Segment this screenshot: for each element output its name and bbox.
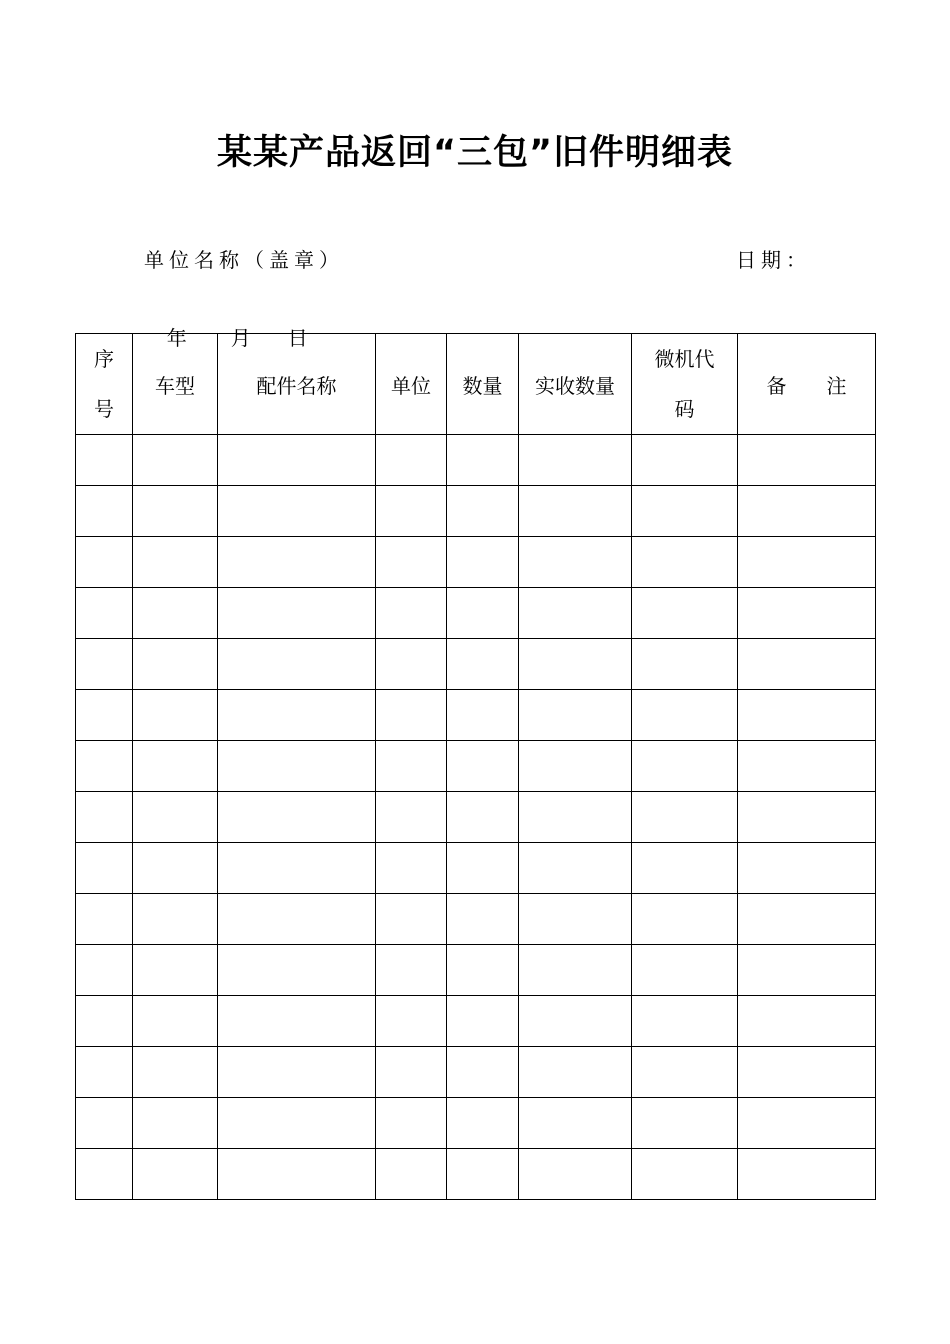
cell-part-name[interactable] (218, 843, 376, 894)
header-seq-line1: 序 (94, 347, 114, 371)
date-label: 日期： (736, 248, 811, 272)
cell-quantity[interactable] (447, 639, 519, 690)
header-remarks (738, 334, 876, 435)
cell-quantity[interactable] (447, 486, 519, 537)
cell-quantity[interactable] (447, 843, 519, 894)
cell-part-name[interactable] (218, 1098, 376, 1149)
cell-received-quantity[interactable] (519, 894, 632, 945)
cell-model[interactable] (133, 843, 218, 894)
cell-model[interactable] (133, 945, 218, 996)
cell-received-quantity[interactable] (519, 945, 632, 996)
header-remarks-label: 备 注 (766, 373, 847, 398)
unit-name-label: 单位名称（盖章） (144, 248, 344, 272)
header-quantity-label: 数量 (462, 373, 503, 398)
header-quantity (447, 334, 519, 435)
cell-received-quantity[interactable] (519, 996, 632, 1047)
date-year-label: 年 (166, 326, 192, 350)
cell-model[interactable] (133, 435, 218, 486)
cell-received-quantity[interactable] (519, 639, 632, 690)
cell-part-name[interactable] (218, 741, 376, 792)
header-model-label: 车型 (155, 373, 195, 398)
document-title: 某某产品返回“三包”旧件明细表 (216, 133, 733, 173)
table-row (76, 435, 876, 486)
cell-part-name[interactable] (218, 639, 376, 690)
cell-unit[interactable] (376, 1047, 447, 1098)
cell-remarks[interactable] (738, 588, 876, 639)
cell-seq[interactable] (76, 690, 133, 741)
cell-quantity[interactable] (447, 1149, 519, 1200)
cell-received-quantity[interactable] (519, 843, 632, 894)
table-row (76, 741, 876, 792)
cell-seq[interactable] (76, 1098, 133, 1149)
cell-quantity[interactable] (447, 537, 519, 588)
cell-unit[interactable] (376, 945, 447, 996)
cell-part-name[interactable] (218, 1149, 376, 1200)
cell-quantity[interactable] (447, 1047, 519, 1098)
cell-model[interactable] (133, 996, 218, 1047)
cell-microcomputer-code[interactable] (632, 537, 738, 588)
cell-quantity[interactable] (447, 741, 519, 792)
cell-quantity[interactable] (447, 690, 519, 741)
cell-received-quantity[interactable] (519, 792, 632, 843)
header-received-quantity (519, 334, 632, 435)
cell-remarks[interactable] (738, 639, 876, 690)
cell-part-name[interactable] (218, 435, 376, 486)
cell-microcomputer-code[interactable] (632, 894, 738, 945)
cell-unit[interactable] (376, 435, 447, 486)
cell-seq[interactable] (76, 894, 133, 945)
cell-microcomputer-code[interactable] (632, 741, 738, 792)
cell-model[interactable] (133, 741, 218, 792)
cell-seq[interactable] (76, 588, 133, 639)
cell-unit[interactable] (376, 486, 447, 537)
cell-microcomputer-code[interactable] (632, 945, 738, 996)
cell-received-quantity[interactable] (519, 741, 632, 792)
cell-remarks[interactable] (738, 792, 876, 843)
table-row (76, 792, 876, 843)
header-unit (376, 334, 447, 435)
cell-part-name[interactable] (218, 894, 376, 945)
cell-received-quantity[interactable] (519, 537, 632, 588)
cell-seq[interactable] (76, 537, 133, 588)
cell-unit[interactable] (376, 741, 447, 792)
cell-model[interactable] (133, 792, 218, 843)
cell-quantity[interactable] (447, 996, 519, 1047)
table-row (76, 945, 876, 996)
cell-quantity[interactable] (447, 792, 519, 843)
cell-seq[interactable] (76, 843, 133, 894)
table-row (76, 537, 876, 588)
cell-microcomputer-code[interactable] (632, 588, 738, 639)
cell-remarks[interactable] (738, 741, 876, 792)
cell-seq[interactable] (76, 1149, 133, 1200)
cell-microcomputer-code[interactable] (632, 843, 738, 894)
cell-model[interactable] (133, 1047, 218, 1098)
table-body (76, 435, 876, 1200)
cell-microcomputer-code[interactable] (632, 1098, 738, 1149)
table-row (76, 639, 876, 690)
date-month-label: 月 (230, 326, 256, 350)
cell-quantity[interactable] (447, 588, 519, 639)
cell-part-name[interactable] (218, 792, 376, 843)
cell-remarks[interactable] (738, 690, 876, 741)
cell-seq[interactable] (76, 996, 133, 1047)
header-part-name (218, 334, 376, 435)
cell-seq[interactable] (76, 792, 133, 843)
cell-model[interactable] (133, 894, 218, 945)
cell-model[interactable] (133, 537, 218, 588)
table-row (76, 1149, 876, 1200)
cell-microcomputer-code[interactable] (632, 996, 738, 1047)
header-seq (76, 334, 133, 435)
header-received-quantity-label: 实收数量 (535, 373, 615, 398)
cell-remarks[interactable] (738, 945, 876, 996)
cell-microcomputer-code[interactable] (632, 1047, 738, 1098)
cell-part-name[interactable] (218, 690, 376, 741)
cell-part-name[interactable] (218, 537, 376, 588)
table-header-row (76, 334, 876, 435)
cell-remarks[interactable] (738, 1149, 876, 1200)
cell-unit[interactable] (376, 639, 447, 690)
table-row (76, 486, 876, 537)
cell-remarks[interactable] (738, 537, 876, 588)
cell-quantity[interactable] (447, 435, 519, 486)
cell-model[interactable] (133, 690, 218, 741)
cell-model[interactable] (133, 1098, 218, 1149)
cell-microcomputer-code[interactable] (632, 792, 738, 843)
date-day-label: 日 (287, 326, 313, 350)
header-microcomputer-code-line1: 微机代 (654, 347, 715, 371)
cell-microcomputer-code[interactable] (632, 486, 738, 537)
header-seq-line2: 号 (94, 397, 114, 421)
cell-part-name[interactable] (218, 588, 376, 639)
cell-model[interactable] (133, 1149, 218, 1200)
cell-remarks[interactable] (738, 1047, 876, 1098)
cell-received-quantity[interactable] (519, 690, 632, 741)
table-row (76, 1047, 876, 1098)
cell-remarks[interactable] (738, 843, 876, 894)
cell-model[interactable] (133, 639, 218, 690)
table-row (76, 588, 876, 639)
cell-microcomputer-code[interactable] (632, 435, 738, 486)
cell-unit[interactable] (376, 843, 447, 894)
cell-unit[interactable] (376, 1098, 447, 1149)
header-part-name-label: 配件名称 (256, 373, 337, 398)
parts-detail-table (75, 333, 876, 1200)
cell-seq[interactable] (76, 639, 133, 690)
header-model (133, 334, 218, 435)
cell-remarks[interactable] (738, 486, 876, 537)
table-row (76, 1098, 876, 1149)
cell-model[interactable] (133, 588, 218, 639)
header-microcomputer-code (632, 334, 738, 435)
header-microcomputer-code-line2: 码 (674, 397, 695, 421)
cell-seq[interactable] (76, 945, 133, 996)
cell-received-quantity[interactable] (519, 435, 632, 486)
cell-microcomputer-code[interactable] (632, 1149, 738, 1200)
cell-part-name[interactable] (218, 1047, 376, 1098)
cell-part-name[interactable] (218, 486, 376, 537)
cell-remarks[interactable] (738, 1098, 876, 1149)
table-row (76, 894, 876, 945)
cell-model[interactable] (133, 486, 218, 537)
cell-unit[interactable] (376, 588, 447, 639)
cell-quantity[interactable] (447, 1098, 519, 1149)
cell-unit[interactable] (376, 537, 447, 588)
table-row (76, 996, 876, 1047)
cell-seq[interactable] (76, 435, 133, 486)
cell-unit[interactable] (376, 1149, 447, 1200)
cell-seq[interactable] (76, 741, 133, 792)
cell-remarks[interactable] (738, 996, 876, 1047)
cell-part-name[interactable] (218, 996, 376, 1047)
cell-unit[interactable] (376, 690, 447, 741)
cell-part-name[interactable] (218, 945, 376, 996)
cell-unit[interactable] (376, 894, 447, 945)
cell-quantity[interactable] (447, 945, 519, 996)
cell-quantity[interactable] (447, 894, 519, 945)
cell-received-quantity[interactable] (519, 1149, 632, 1200)
cell-seq[interactable] (76, 1047, 133, 1098)
cell-received-quantity[interactable] (519, 1047, 632, 1098)
cell-unit[interactable] (376, 792, 447, 843)
cell-remarks[interactable] (738, 435, 876, 486)
header-unit-label: 单位 (391, 373, 431, 398)
cell-microcomputer-code[interactable] (632, 690, 738, 741)
cell-remarks[interactable] (738, 894, 876, 945)
cell-seq[interactable] (76, 486, 133, 537)
cell-received-quantity[interactable] (519, 588, 632, 639)
cell-received-quantity[interactable] (519, 1098, 632, 1149)
table-row (76, 843, 876, 894)
cell-received-quantity[interactable] (519, 486, 632, 537)
cell-microcomputer-code[interactable] (632, 639, 738, 690)
cell-unit[interactable] (376, 996, 447, 1047)
table-row (76, 690, 876, 741)
